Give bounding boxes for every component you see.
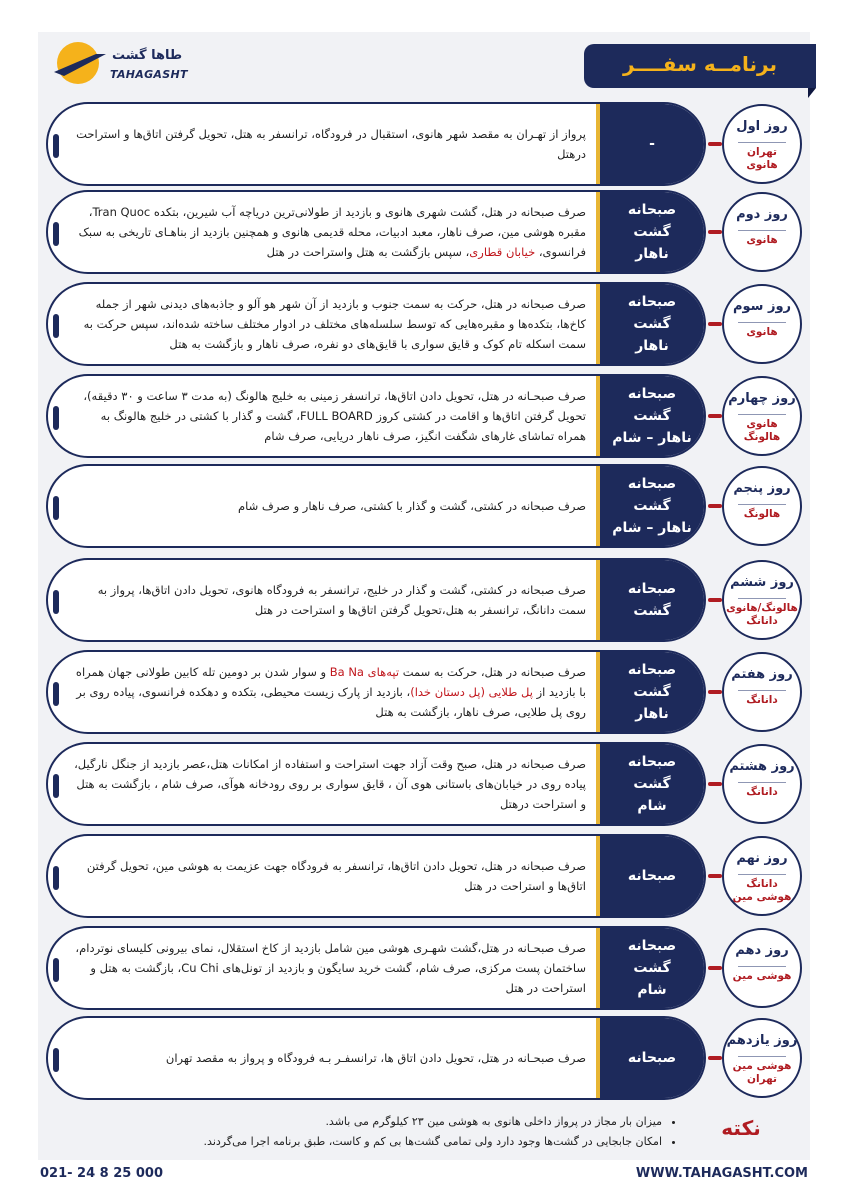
highlighted-place: تپه‌های Ba Na: [329, 665, 400, 679]
day-badge: [722, 192, 802, 272]
day-row: [46, 1016, 804, 1100]
notes-list: [60, 1112, 680, 1152]
day-row: [46, 102, 804, 186]
logo-mark-icon: [52, 40, 108, 86]
day-divider: [738, 874, 786, 875]
row-connector: [708, 1056, 722, 1060]
meal-plan: صبحانه گشت ناهار: [596, 652, 704, 732]
day-city: هانوی: [746, 326, 778, 338]
card-tab-marker: [53, 958, 59, 982]
row-connector: [708, 874, 722, 878]
day-badge: [722, 744, 802, 824]
day-divider: [738, 782, 786, 783]
day-label: روز هشتم: [729, 759, 795, 774]
card-tab-marker: [53, 590, 59, 614]
card-tab-marker: [53, 222, 59, 246]
day-label: روز چهارم: [728, 391, 796, 406]
day-row: [46, 650, 804, 734]
row-connector: [708, 230, 722, 234]
row-connector: [708, 966, 722, 970]
day-label: روز پنجم: [733, 481, 791, 496]
meal-plan: -: [596, 104, 704, 184]
card-tab-marker: [53, 1048, 59, 1072]
day-label: روز یازدهم: [726, 1033, 798, 1048]
meal-plan: صبحانه گشت ناهار: [596, 192, 704, 272]
description-text: ، بازدید از پارک زیست محیطی، بتکده و دهکده فرانسوی، پیاده روی بر روی پل طلایی، صرف ناهار، بازگشت به هتل: [76, 685, 586, 719]
day-city: دانانگ: [746, 694, 778, 706]
day-city: هوشی مین تهران: [732, 1060, 792, 1085]
notes-title: نکته: [721, 1116, 761, 1140]
day-description: [70, 192, 586, 272]
day-row: [46, 190, 804, 274]
day-description: [70, 1018, 586, 1098]
card-tab-marker: [53, 314, 59, 338]
highlighted-place: پل طلایی (پل دستان خدا): [410, 685, 533, 699]
banner-fold: [808, 88, 816, 98]
day-divider: [738, 322, 786, 323]
day-divider: [738, 690, 786, 691]
day-badge: [722, 376, 802, 456]
day-description: [70, 466, 586, 546]
day-city: دانانگ: [746, 786, 778, 798]
card-tab-marker: [53, 134, 59, 158]
brand-name-fa: طاها گشت: [112, 48, 183, 63]
row-connector: [708, 322, 722, 326]
row-connector: [708, 142, 722, 146]
description-text: صرف صبحانه در هتل، صبح وقت آزاد جهت استراحت و استفاده از امکانات هتل،عصر بازدید از جنگل نارگیل، پیاده روی در خیابان‌های باستانی هوی آن ، قایق سواری بر روی رودخانه هوآی، صرف شام ، بازگشت به هتل و استراحت درهتل: [74, 757, 586, 811]
day-label: روز اول: [736, 119, 788, 134]
card-tab-marker: [53, 774, 59, 798]
meal-plan: صبحانه گشت شام: [596, 928, 704, 1008]
day-badge: [722, 560, 802, 640]
day-row: [46, 464, 804, 548]
day-label: روز ششم: [730, 575, 794, 590]
brand-name-en: TAHAGASHT: [110, 68, 188, 81]
day-badge: [722, 284, 802, 364]
footer-phone[interactable]: 021- 24 8 25 000: [40, 1166, 163, 1181]
day-row: [46, 558, 804, 642]
meal-plan: صبحانه گشت: [596, 560, 704, 640]
day-details-card: [46, 558, 706, 642]
card-tab-marker: [53, 496, 59, 520]
day-city: هانوی: [746, 234, 778, 246]
brand-logo: [52, 40, 192, 88]
day-label: روز نهم: [736, 851, 788, 866]
description-text: صرف صبحانه در کشتی، گشت و گذار در خلیج، ترانسفر به فرودگاه هانوی، تحویل دادن اتاق‌ها، پرواز به سمت دانانگ، ترانسفر به هتل،تحویل گرفتن اتاق‌ها و استراحت در هتل: [97, 583, 586, 617]
day-label: روز سوم: [732, 299, 792, 314]
day-row: [46, 374, 804, 458]
row-connector: [708, 598, 722, 602]
day-description: [70, 284, 586, 364]
meal-plan: صبحانه گشت شام: [596, 744, 704, 824]
day-details-card: [46, 190, 706, 274]
meal-plan: صبحانه گشت ناهار – شام: [596, 466, 704, 546]
day-description: [70, 928, 586, 1008]
highlighted-place: خیابان قطاری: [469, 245, 536, 259]
day-row: [46, 742, 804, 826]
day-divider: [738, 1056, 786, 1057]
day-row: [46, 282, 804, 366]
day-city: هوشی مین: [732, 970, 792, 982]
day-badge: [722, 466, 802, 546]
meal-plan: صبحانه گشت ناهار – شام: [596, 376, 704, 456]
day-description: [70, 560, 586, 640]
day-description: [70, 652, 586, 732]
description-text: صرف صبحانه در هتل، تحویل دادن اتاق‌ها، ترانسفر به فرودگاه جهت عزیمت به هوشی مین، تحویل گرفتن اتاق‌ها و استراحت در هتل: [86, 859, 586, 893]
day-badge: [722, 1018, 802, 1098]
description-text: صرف صبحـانه در هتل،گشت شهـری هوشی مین شامل بازدید از کاخ استقلال، نمای بیرونی کلیسای نوتردام، ساختمان پست مرکزی، صرف شام، گشت خرید سایگون و بازدید از تونل‌های Cu Chi، بازگشت به هتل و استراحت در هتل: [75, 941, 586, 995]
card-tab-marker: [53, 682, 59, 706]
day-details-card: [46, 926, 706, 1010]
page-title: برنامــه سفــــر: [623, 52, 777, 76]
day-divider: [738, 414, 786, 415]
day-details-card: [46, 1016, 706, 1100]
description-text: صرف صبحانه در هتل، گشت شهری هانوی و بازدید از طولانی‌ترین دریاچه آب شیرین، بتکده Tran Quoc، مقبره هوشی مین، صرف ناهار، معبد ادبیات، محله قدیمی هانوی و همچنین بازدید از بناهـای تاریخی به سبک فرانسوی،: [78, 205, 586, 259]
row-connector: [708, 504, 722, 508]
description-text: صرف صبحـانه در هتل، تحویل دادن اتاق ها، ترانسفـر بـه فرودگاه و پرواز به مقصد تهران: [165, 1051, 586, 1065]
card-tab-marker: [53, 406, 59, 430]
day-city: هالونگ: [743, 508, 781, 520]
note-item: • میزان بار مجاز در پرواز داخلی هانوی به هوشی مین ۲۳ کیلوگرم می باشد.: [60, 1112, 662, 1132]
meal-plan: صبحانه: [596, 1018, 704, 1098]
day-label: روز دوم: [736, 207, 788, 222]
day-row: [46, 926, 804, 1010]
day-description: [70, 836, 586, 916]
description-text: و سوار شدن بر دومین تله کابین طولانی جهان همراه با بازدید از: [75, 665, 586, 699]
row-connector: [708, 690, 722, 694]
day-divider: [738, 504, 786, 505]
day-details-card: [46, 742, 706, 826]
footer-website[interactable]: WWW.TAHAGASHT.COM: [635, 1166, 808, 1181]
day-badge: [722, 928, 802, 1008]
meal-plan: صبحانه: [596, 836, 704, 916]
day-divider: [738, 598, 786, 599]
day-details-card: [46, 834, 706, 918]
row-connector: [708, 414, 722, 418]
day-city: دانانگ هوشی مین: [732, 878, 792, 903]
description-text: صرف صبحانه در کشتی، گشت و گذار با کشتی، صرف ناهار و صرف شام: [237, 499, 586, 513]
day-city: هالونگ/هانوی دانانگ: [726, 602, 798, 627]
day-description: [70, 376, 586, 456]
day-label: روز دهم: [735, 943, 789, 958]
day-details-card: [46, 374, 706, 458]
day-divider: [738, 142, 786, 143]
day-row: [46, 834, 804, 918]
description-text: صرف صبحانه در هتل، حرکت به سمت جنوب و بازدید از آن شهر هو آلو و جاذبه‌های دیدنی شهر از جمله کاخ‌ها، بتکده‌ها و مقبره‌هایی که توسط سلسله‌های مختلف در ادوار مختلف ساخته شده‌اند، سپس حرکت به سمت اسکله تام کوک و قایق سواری با قایق‌های دو نفره، صرف ناهار و بازگشت به هتل: [83, 297, 586, 351]
day-badge: [722, 652, 802, 732]
description-text: پرواز از تهـران به مقصد شهر هانوی، استقبال در فرودگاه، ترانسفر به هتل، تحویل گرفتن اتاق‌ها و استراحت درهتل: [76, 127, 586, 161]
day-city: تهران هانوی: [746, 146, 778, 171]
note-item: • امکان جابجایی در گشت‌ها وجود دارد ولی تمامی گشت‌ها بی کم و کاست، طبق برنامه اجرا می‌گردند.: [60, 1132, 662, 1152]
day-details-card: [46, 464, 706, 548]
day-details-card: [46, 282, 706, 366]
description-text: صرف صبحـانه در هتل، تحویل دادن اتاق‌ها، ترانسفر زمینی به خلیج هالونگ (به مدت ۳ ساعت و ۳۰ دقیقه)، تحویل گرفتن اتاق‌ها و اقامت در کشتی کروز FULL BOARD، گشت و گذار با کشتی در خلیج هالونگ به همراه تماشای غارهای شگفت انگیز، صرف ناهار دریایی، صرف شام: [83, 389, 586, 443]
day-details-card: [46, 102, 706, 186]
day-badge: [722, 836, 802, 916]
title-banner: [584, 44, 816, 88]
meal-plan: صبحانه گشت ناهار: [596, 284, 704, 364]
day-badge: [722, 104, 802, 184]
day-details-card: [46, 650, 706, 734]
day-description: [70, 744, 586, 824]
day-divider: [738, 230, 786, 231]
day-description: [70, 104, 586, 184]
day-city: هانوی هالونگ: [743, 418, 781, 443]
day-divider: [738, 966, 786, 967]
day-label: روز هفتم: [731, 667, 793, 682]
description-text: ، سپس بازگشت به هتل واستراحت در هتل: [266, 245, 470, 259]
card-tab-marker: [53, 866, 59, 890]
row-connector: [708, 782, 722, 786]
description-text: صرف صبحانه در هتل، حرکت به سمت: [399, 665, 586, 679]
